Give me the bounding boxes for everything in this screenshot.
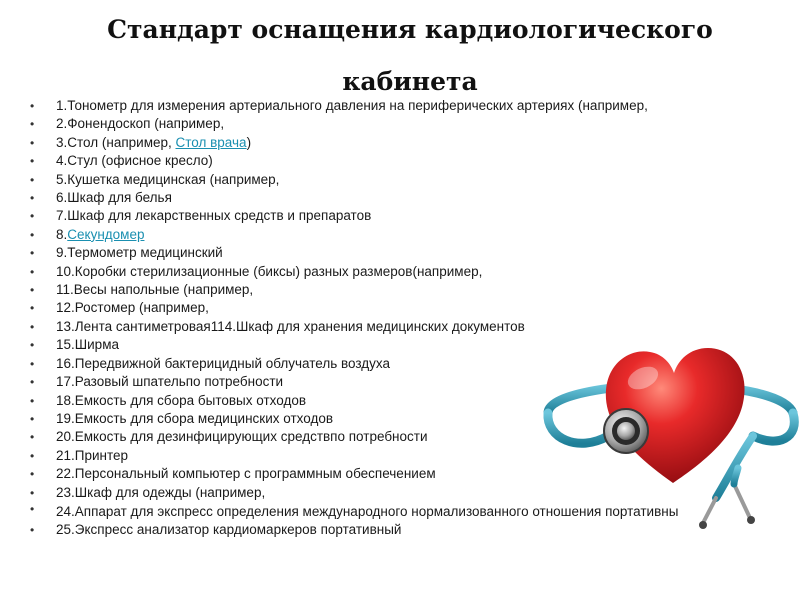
list-item-text: 20.Емкость для дезинфицирующих средствпо потребности xyxy=(56,429,428,445)
bullet: • xyxy=(30,301,35,316)
list-item-text: 3.Стол (например, xyxy=(56,134,176,150)
bullet: • xyxy=(30,283,35,298)
list-item-link[interactable]: Стол врача xyxy=(175,134,247,150)
list-item xyxy=(30,281,730,299)
stethoscope-tube-front-left xyxy=(548,413,608,443)
list-item xyxy=(30,171,730,189)
list-item-text: 21.Принтер xyxy=(56,447,129,463)
list-item-text: 22.Персональный компьютер с программным обеспечением xyxy=(56,466,436,482)
title-line-1: Стандарт оснащения кардиологического xyxy=(107,15,713,44)
bullet: • xyxy=(30,99,35,113)
list-item-text: 18.Емкость для сбора бытовых отходов xyxy=(56,392,307,408)
list-item-link[interactable]: Секундомер xyxy=(67,226,145,242)
bullet: • xyxy=(30,227,35,242)
list-item-text: 19.Емкость для сбора медицинских отходов xyxy=(56,410,334,426)
bullet: • xyxy=(30,467,35,482)
list-item-text: 8. xyxy=(56,226,68,242)
bullet: • xyxy=(30,393,35,408)
list-item-text: 7.Шкаф для лекарственных средств и препаратов xyxy=(56,208,372,224)
bullet: • xyxy=(30,501,35,516)
bullet: • xyxy=(30,264,35,279)
bullet: • xyxy=(30,338,35,353)
bullet: • xyxy=(30,117,35,132)
list-item-text: 2.Фонендоскоп (например, xyxy=(56,116,225,132)
bullet: • xyxy=(30,154,35,169)
bullet: • xyxy=(30,485,35,500)
list-item-text: ) xyxy=(246,134,252,150)
list-item-text: 13.Лента сантиметровая114.Шкаф для хранения медицинских документов xyxy=(56,318,525,334)
bullet: • xyxy=(30,522,35,537)
bullet: • xyxy=(30,375,35,390)
heart-with-stethoscope-icon xyxy=(538,318,800,548)
list-item-text: 12.Ростомер (например, xyxy=(56,300,209,316)
list-item-text: 11.Весы напольные (например, xyxy=(56,282,254,298)
list-item xyxy=(30,134,730,152)
list-item-text: 4.Стул (офисное кресло) xyxy=(56,153,213,169)
list-item-text: 24.Аппарат для экспресс определения международного нормализованного отношения портативны xyxy=(56,503,679,519)
bullet: • xyxy=(30,319,35,334)
list-item-text: 1.Тонометр для измерения артериального давления на периферических артериях (например, xyxy=(56,98,648,113)
bullet: • xyxy=(30,448,35,463)
bullet: • xyxy=(30,430,35,445)
list-item xyxy=(30,189,730,207)
list-item xyxy=(30,226,730,244)
bullet: • xyxy=(30,246,35,261)
list-item xyxy=(30,299,730,317)
page-title xyxy=(60,4,760,108)
bullet: • xyxy=(30,356,35,371)
list-item-text: 16.Передвижной бактерицидный облучатель воздуха xyxy=(56,355,391,371)
list-item-text: 9.Термометр медицинский xyxy=(56,245,223,261)
list-item-text: 23.Шкаф для одежды (например, xyxy=(56,484,266,500)
list-item xyxy=(30,97,730,115)
list-item-text: 17.Разовый шпательпо потребности xyxy=(56,374,284,390)
list-item xyxy=(30,115,730,133)
title-line-2: кабинета xyxy=(342,67,478,96)
list-item xyxy=(30,152,730,170)
bullet: • xyxy=(30,135,35,150)
bullet: • xyxy=(30,191,35,206)
list-item xyxy=(30,244,730,262)
list-item-text: 6.Шкаф для белья xyxy=(56,190,172,206)
list-item-text: 10.Коробки стерилизационные (биксы) разных размеров(например, xyxy=(56,263,483,279)
list-item xyxy=(30,263,730,281)
list-item-text: 5.Кушетка медицинская (например, xyxy=(56,171,280,187)
bullet: • xyxy=(30,209,35,224)
list-item-text: 25.Экспресс анализатор кардиомаркеров портативный xyxy=(56,521,402,537)
bullet: • xyxy=(30,411,35,426)
list-item xyxy=(30,207,730,225)
bullet: • xyxy=(30,172,35,187)
list-item-text: 15.Ширма xyxy=(56,337,119,353)
